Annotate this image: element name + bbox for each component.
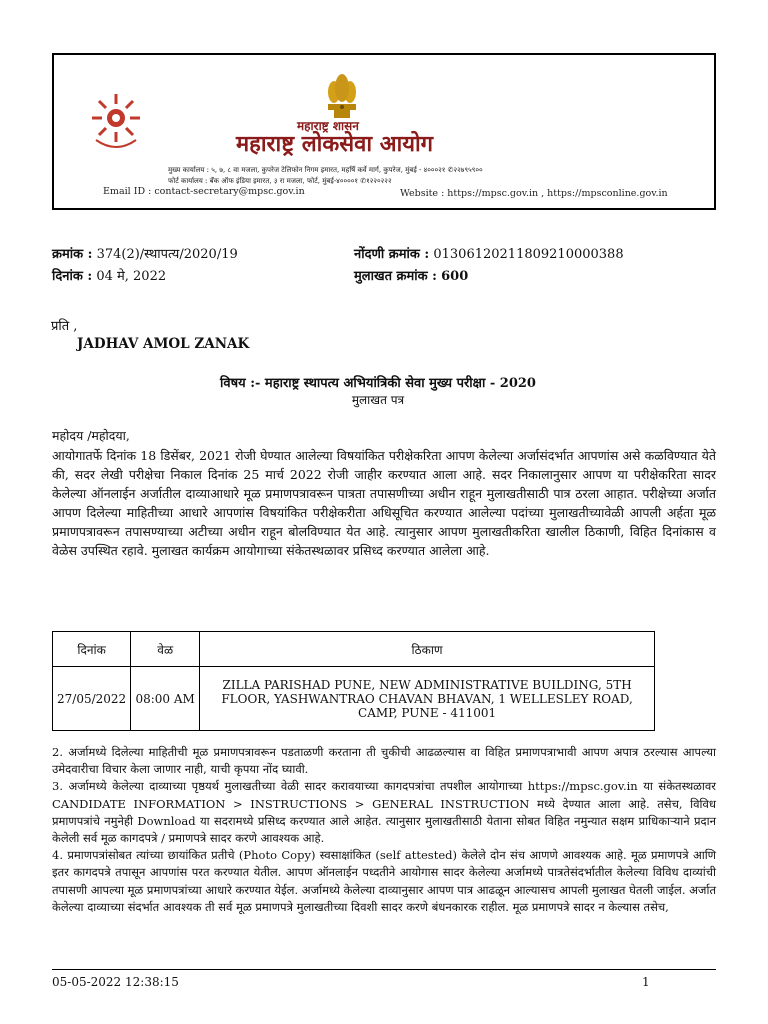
subject-subtitle: मुलाखत पत्र xyxy=(351,393,405,407)
address-line-1: मुख्य कार्यालय : ५, ७, ८ वा मजला, कुपरेज टेलिफोन निगम इमारत, महर्षि कर्वे मार्ग, कुपरेज, मुंबई - ४०००२१ ✆२२७९५९०० xyxy=(168,166,483,174)
mpsc-logo-icon xyxy=(88,90,144,156)
note-item: 2. अर्जामध्ये दिलेल्या माहितीची मूळ प्रमाणपत्रावरून पडताळणी करताना ती चुकीची आढळल्यास वा विहित प्रमाणपत्राभावी आपण अपात्र ठरल्यास आपल्या उमेदवारीचा विचार केला जाणार नाही, याची कृपया नोंद घ्यावी. xyxy=(52,745,716,777)
recipient-name: JADHAV AMOL ZANAK xyxy=(77,336,250,352)
cell-venue: ZILLA PARISHAD PUNE, NEW ADMINISTRATIVE BUILDING, 5TH FLOOR, YASHWANTRAO CHAVAN BHAVAN, 1 WELLESLEY ROAD, CAMP, PUNE - 411001 xyxy=(200,667,655,731)
footer-timestamp: 05-05-2022 12:38:15 xyxy=(52,975,179,989)
table-row xyxy=(53,667,655,731)
table-header-row xyxy=(53,632,655,667)
interview-label: मुलाखत क्रमांक : xyxy=(354,269,437,284)
ref-value: 374(2)/स्थापत्य/2020/19 xyxy=(96,247,238,262)
letter-date xyxy=(52,266,166,284)
interview-schedule-table xyxy=(52,631,655,731)
reference-number xyxy=(52,244,238,262)
ashoka-emblem-icon xyxy=(322,68,362,120)
date-label: दिनांक : xyxy=(52,269,93,284)
salutation: महोदय /महोदया, xyxy=(52,428,130,443)
website-text: Website : https://mpsc.gov.in , https://mpsconline.gov.in xyxy=(400,188,668,199)
date-value: 04 मे, 2022 xyxy=(96,269,167,284)
reg-label: नोंदणी क्रमांक : xyxy=(354,247,430,262)
govt-label: महाराष्ट्र शासन xyxy=(297,119,359,133)
ref-label: क्रमांक : xyxy=(52,247,93,262)
recipient-prefix: प्रति , xyxy=(51,319,78,334)
interview-value: 600 xyxy=(441,269,469,284)
note-item: 3. अर्जामध्ये केलेल्या दाव्याच्या पृष्ठयर्थ मुलाखतीच्या वेळी सादर करावयाच्या कागदपत्रांचा तपशील आयोगाच्या https://mpsc.gov.in या संकेतस्थळावर CANDIDATE INFORMATION > INSTRUCTIONS > GENERAL INSTRUCTION मध्ये देण्यात आला आहे. तसेच, विविध प्रमाणपत्रांचे नमुनेही Download या सदरामध्ये प्रसिध्द करण्यात आले आहेत. त्यानुसार मुलाखतीसाठी येताना सोबत विहित नमुन्यात सक्षम प्राधिकाऱ्याने प्रदान केलेली सर्व मूळ कागदपत्रे / प्रमाणपत्रे सादर करणे आवश्यक आहे. xyxy=(52,779,716,846)
subject-line: विषय :- महाराष्ट्र स्थापत्य अभियांत्रिकी सेवा मुख्य परीक्षा - 2020 xyxy=(220,376,536,391)
reg-value: 01306120211809210000388 xyxy=(433,247,624,262)
col-header-date: दिनांक xyxy=(53,632,131,667)
note-item: 4. प्रमाणपत्रांसोबत त्यांच्या छायांकित प्रतीचे (Photo Copy) स्वसाक्षांकित (self attested) केलेले दोन संच आणणे आवश्यक आहे. मूळ प्रमाणपत्रे आणि इतर कागदपत्रे तपासून आपणांस परत करण्यात येतील. आपण ऑनलाईन पध्दतीने आयोगास सादर केलेल्या अर्जामध्ये पात्रतेसंदर्भातील केलेल्या विविध दाव्यांची तपासणी आपल्या मूळ प्रमाणपत्रांच्या आधारे करण्यात येईल. अर्जामध्ये केलेल्या दाव्यानुसार आपण पात्र आढळून आल्यासच आपली मुलाखत घेतली जाईल. अर्जात केलेल्या दाव्याच्या संदर्भात आवश्यक ती सर्व मूळ प्रमाणपत्रे मुलाखतीच्या दिवशी सादर करणे बंधनकारक राहील. मूळ प्रमाणपत्रे सादर न केल्यास तसेच, xyxy=(52,848,716,914)
interview-number xyxy=(354,266,468,284)
page-number: 1 xyxy=(642,975,650,989)
col-header-time: वेळ xyxy=(131,632,200,667)
col-header-venue: ठिकाण xyxy=(200,632,655,667)
commission-name: महाराष्ट्र लोकसेवा आयोग xyxy=(236,131,434,157)
notes-list xyxy=(52,744,716,916)
cell-time: 08:00 AM xyxy=(131,667,200,731)
email-text: Email ID : contact-secretary@mpsc.gov.in xyxy=(103,186,305,197)
registration-number xyxy=(354,244,624,262)
cell-date: 27/05/2022 xyxy=(53,667,131,731)
footer-divider xyxy=(52,969,716,970)
address-line-2: फोर्ट कार्यालय : बँक ऑफ इंडिया इमारत, ३ रा मजला, फोर्ट, मुंबई-४००००१ ✆१२२०२२२ xyxy=(168,177,392,185)
body-paragraph: आयोगातर्फे दिनांक 18 डिसेंबर, 2021 रोजी घेण्यात आलेल्या विषयांकित परीक्षेकरिता आपण केलेल्या अर्जासंदर्भात आपणांस असे कळविण्यात येते की, सदर लेखी परीक्षेचा निकाल दिनांक 25 मार्च 2022 रोजी जाहीर करण्यात आला आहे. सदर निकालानुसार आपण या परीक्षेकरिता सादर केलेल्या ऑनलाईन अर्जातील दाव्याआधारे मूळ प्रमाणपत्रावरून पात्रता तपासणीच्या अधीन राहून मुलाखतीसाठी पात्र ठरला आहात. परीक्षेच्या अर्जात आपण दिलेल्या माहितीच्या आधारे आपणांस विषयांकित परीक्षेकरीता अधिसूचित करण्यात आलेल्या पदांच्या मुलाखतीच्यावेळी आपली अर्हता मूळ प्रमाणपत्रावरून तपासण्याच्या अटीच्या अधीन राहून बोलविण्यात येत आहे. त्यानुसार आपण मुलाखतीकरिता खालील ठिकाणी, विहित दिनांकास व वेळेस उपस्थित रहावे. मुलाखत कार्यक्रम आयोगाच्या संकेतस्थळावर प्रसिध्द करण्यात आलेला आहे. xyxy=(52,448,716,558)
